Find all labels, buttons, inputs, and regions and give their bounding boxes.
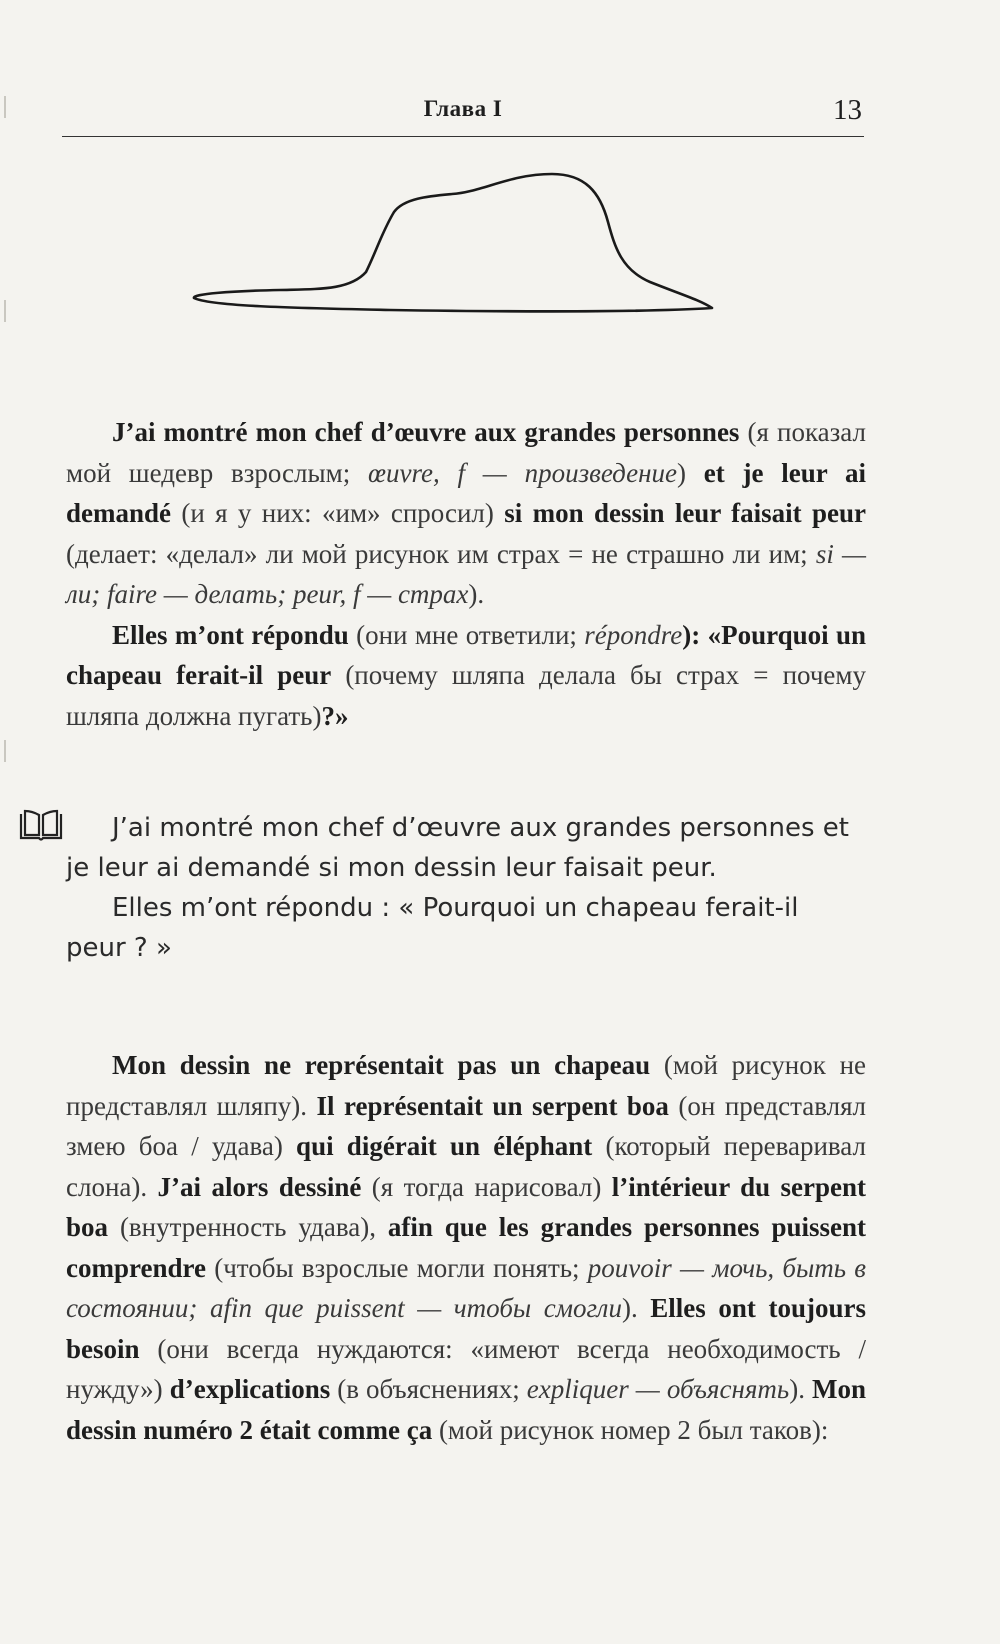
french-phrase: J’ai montré mon chef d’œuvre aux grandes personnes [112, 417, 740, 447]
scan-edge-mark [4, 740, 6, 762]
translation-text: (они мне ответили; [348, 619, 585, 650]
french-phrase: Mon dessin ne représentait pas un chapeau [112, 1050, 651, 1080]
translation-paragraph-3 [66, 1045, 866, 1450]
french-phrase: Elles m’ont répondu [112, 619, 349, 650]
translation-text: (я показал мой шедевр взрослым; [66, 417, 866, 488]
translation-paragraph-2 [66, 615, 866, 737]
translation-text: (делает: «делал» ли мой рисунок им страх = не страшно ли им; [66, 538, 816, 569]
french-phrase: qui digérait un éléphant [296, 1131, 593, 1161]
page-number: 13 [833, 94, 862, 126]
translation-text: (почему шляпа делала бы страх = почему шляпа должна пугать) [66, 660, 866, 731]
french-phrase: afin que les grandes personnes puissent comprendre [66, 1212, 866, 1283]
scan-edge-mark [4, 300, 6, 322]
french-phrase: J’ai alors dessiné [157, 1171, 362, 1202]
punctuation: ): [682, 619, 708, 650]
vocab-note: si — ли; faire — делать; peur, f — страх [66, 538, 866, 609]
scan-edge-mark [4, 96, 6, 118]
french-phrase: l’intérieur du serpent boa [66, 1171, 867, 1242]
translation-text: (который переваривал слона). [66, 1131, 866, 1202]
punctuation: ?» [321, 700, 349, 731]
vocab-note: expliquer — объяснять [526, 1374, 790, 1404]
french-phrase: Mon dessin numéro 2 était comme ça [66, 1374, 866, 1445]
translation-text: (и я у них: «им» спросил) [171, 498, 505, 528]
open-book-icon [18, 808, 64, 844]
french-phrase: si mon dessin leur faisait peur [504, 498, 866, 528]
french-phrase: Elles ont toujours besoin [66, 1293, 866, 1364]
punctuation: ). [468, 579, 485, 609]
translation-text: (я тогда нарисовал) [361, 1171, 612, 1202]
page-header [62, 88, 864, 137]
translation-text: (он представлял змею боа / удава) [66, 1090, 867, 1161]
french-phrase: Il représentait un serpent boa [316, 1090, 669, 1121]
translation-text: (чтобы взрослые могли понять; [205, 1252, 588, 1283]
translation-text: (внутренность удава), [108, 1212, 388, 1242]
french-phrase: et je leur ai demandé [66, 457, 867, 528]
vocab-note: pouvoir — мочь, быть в состоянии; afin que puissent — чтобы смогли [66, 1252, 866, 1323]
original-paragraph: Elles m’ont répondu : « Pourquoi un chapeau ferait-il peur ? » [66, 893, 799, 963]
punctuation: ) [676, 457, 704, 488]
hat-drawing [190, 172, 730, 332]
punctuation: ). [621, 1293, 651, 1323]
original-paragraph: J’ai montré mon chef d’œuvre aux grandes personnes et je leur ai demandé si mon dessin leur faisait peur. [66, 813, 849, 883]
french-phrase: d’explications [169, 1374, 331, 1404]
translation-paragraph-1 [66, 412, 866, 736]
punctuation: ). [789, 1374, 812, 1404]
chapter-title: Глава I [423, 96, 503, 121]
translation-text: (мой рисунок не представлял шляпу). [66, 1050, 867, 1121]
french-phrase: «Pourquoi un chapeau ferait-il peur [66, 619, 867, 690]
translation-text: (в объяснениях; [330, 1374, 527, 1404]
translation-text: (мой рисунок номер 2 был таков): [432, 1414, 829, 1445]
vocab-note: répondre [584, 619, 683, 650]
original-text-block [66, 808, 866, 968]
translation-text: (они всегда нуждаются: «имеют всегда необходимость / нужду») [66, 1333, 866, 1404]
vocab-note: œuvre, f — произведение [368, 457, 677, 488]
